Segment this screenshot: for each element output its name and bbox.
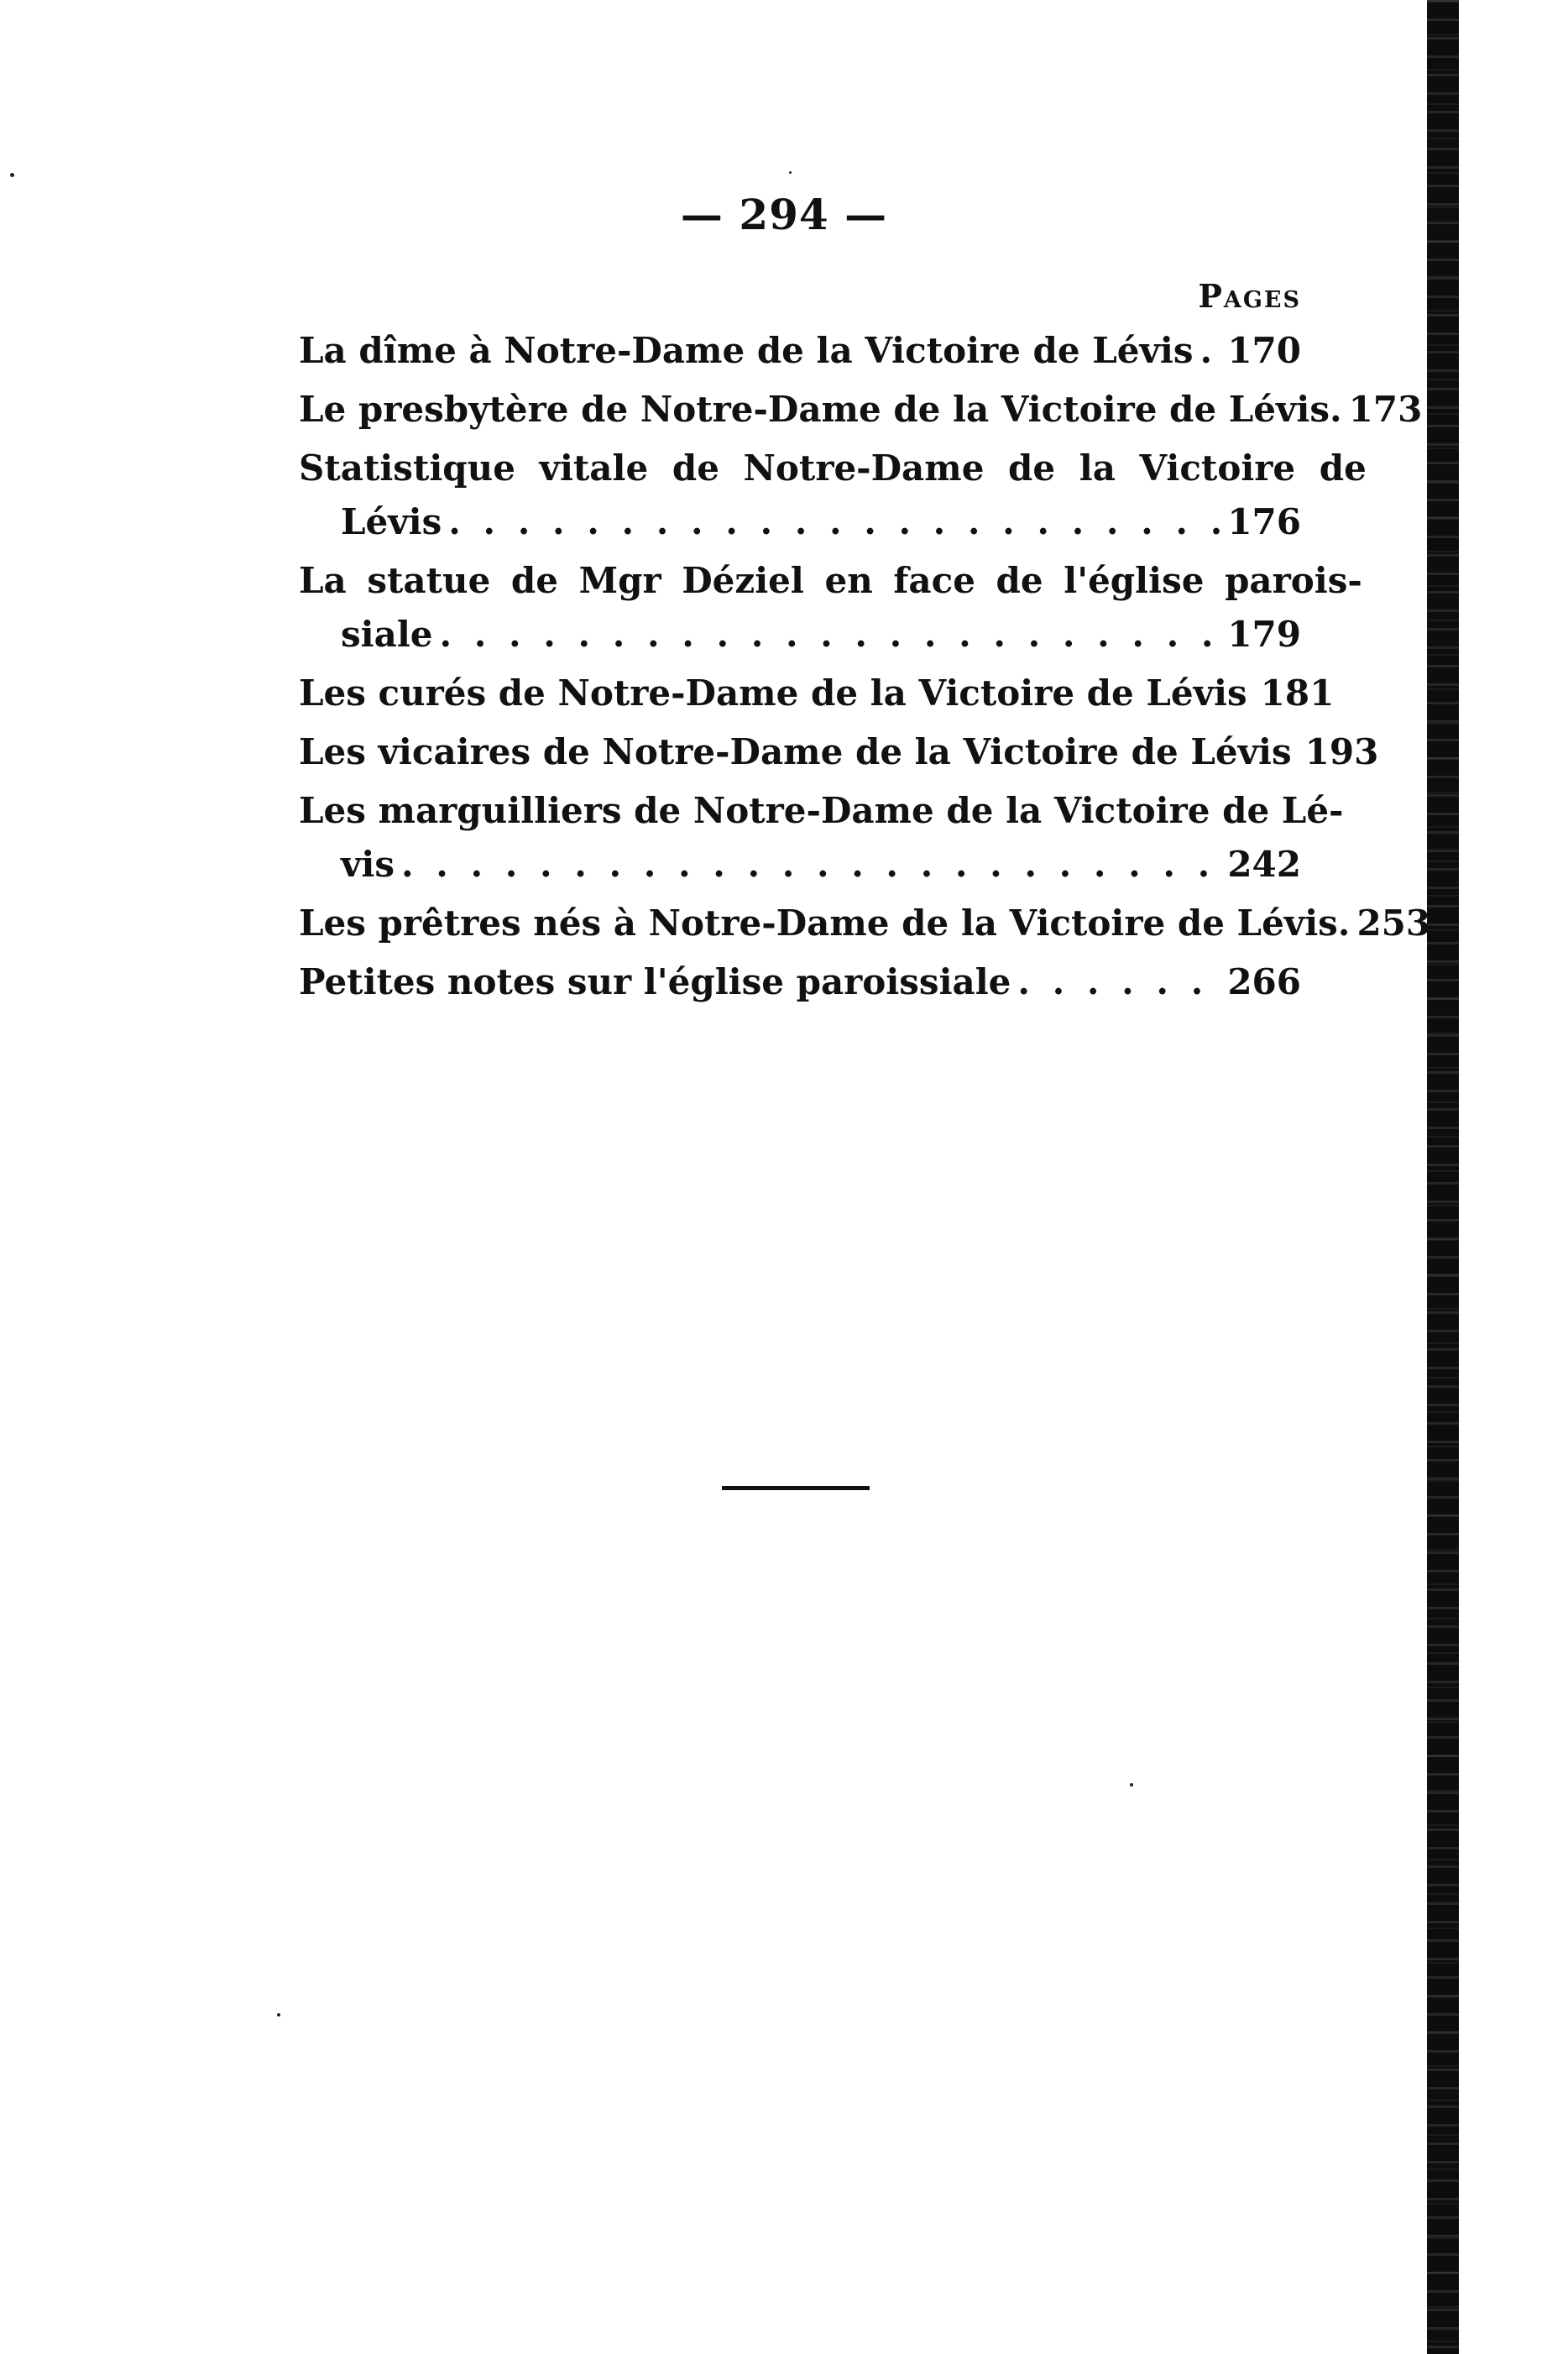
toc-entry-line (299, 897, 1431, 950)
toc-entry-title: Le presbytère de Notre-Dame de la Victoire de Lévis. (299, 389, 1342, 430)
toc-entry-page: 176 (1227, 501, 1301, 542)
scan-speck (277, 2013, 280, 2017)
scan-speck (1130, 1783, 1133, 1786)
dot-leader (440, 608, 1221, 662)
end-rule (722, 1486, 870, 1490)
toc-entry-page: 242 (1227, 844, 1301, 885)
toc-entry-line (299, 725, 1379, 779)
toc-entry-line (299, 838, 1301, 892)
dot-leader (1200, 324, 1221, 378)
toc-entry-title-line2: Lévis (341, 501, 442, 542)
toc-entry-page: 266 (1227, 961, 1301, 1002)
toc-entry-page: 253 (1356, 902, 1431, 944)
scan-binding-edge (1427, 0, 1459, 2354)
toc-entry (299, 897, 1431, 950)
toc-entry-line (299, 383, 1423, 437)
toc-entry-page: 173 (1348, 389, 1423, 430)
page-number: — 294 — (680, 190, 888, 239)
toc-entry-page: 179 (1227, 614, 1301, 655)
scan-speck (789, 171, 792, 174)
dot-leader (448, 495, 1220, 549)
toc-entry-title-line1: Les marguilliers de Notre-Dame de la Victoire de Lé- (299, 790, 1344, 831)
toc-entry-line (299, 955, 1301, 1009)
toc-entry (299, 324, 1301, 378)
toc-entry (299, 725, 1379, 779)
toc-entry-line (299, 667, 1335, 720)
toc-entry-title-line1: La statue de Mgr Déziel en face de l'église parois- (299, 560, 1362, 601)
toc-entry-line (299, 324, 1301, 378)
toc-entry-line (299, 608, 1301, 662)
table-of-contents (299, 277, 1431, 1014)
toc-entry (299, 784, 1344, 892)
toc-entry-title-line2: vis (341, 844, 395, 885)
toc-entry-title: Petites notes sur l'église paroissiale (299, 961, 1011, 1002)
toc-entry-title-line1: Statistique vitale de Notre-Dame de la Victoire de (299, 447, 1367, 489)
toc-entry-title: Les curés de Notre-Dame de la Victoire de Lévis (299, 672, 1247, 714)
toc-pages-header: Pages (1198, 277, 1301, 315)
toc-entry-page: 170 (1227, 330, 1301, 371)
scan-speck (10, 173, 14, 177)
toc-entry (299, 667, 1335, 720)
toc-entry-title: Les prêtres nés à Notre-Dame de la Victoire de Lévis. (299, 902, 1351, 944)
dot-leader (401, 838, 1220, 892)
toc-entry-line (299, 495, 1301, 549)
toc-entry-page: 181 (1260, 672, 1335, 714)
toc-entry-title-line2: siale (341, 614, 433, 655)
toc-entry-title: Les vicaires de Notre-Dame de la Victoire de Lévis (299, 731, 1292, 772)
toc-entry (299, 442, 1367, 549)
toc-entry (299, 383, 1423, 437)
toc-entry (299, 955, 1301, 1009)
dot-leader (1017, 955, 1220, 1009)
toc-entry-title: La dîme à Notre-Dame de la Victoire de Lévis (299, 330, 1194, 371)
toc-entry-page: 193 (1304, 731, 1379, 772)
toc-entry (299, 554, 1362, 662)
